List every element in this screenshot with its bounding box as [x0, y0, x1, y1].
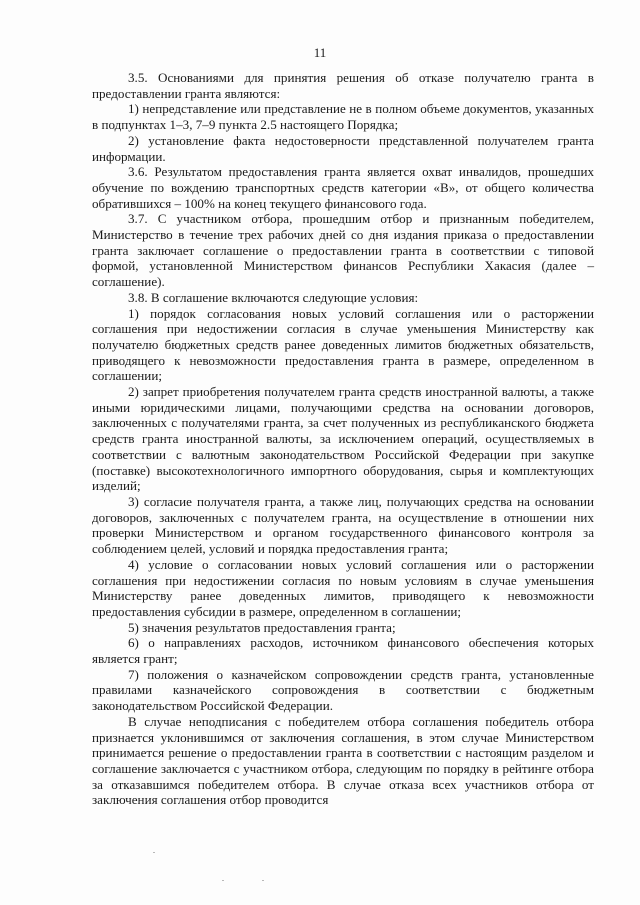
paragraph-3-5: 3.5. Основаниями для принятия решения об отказе получателю гранта в предоставлении гранта являются:: [92, 70, 594, 101]
list-item-3-8-3: 3) согласие получателя гранта, а также лиц, получающих средства на основании договоров, заключенных с получателем гранта, на осуществление в отношении них проверки Министерством и органом государственного финансового контроля за соблюдением целей, условий и порядка предоставления гранта;: [92, 493, 594, 557]
document-body: [92, 70, 594, 808]
paragraph-3-6: 3.6. Результатом предоставления гранта является охват инвалидов, прошедших обучение по вождению транспортных средств категории «В», от общего количества обратившихся – 100% на конец текущего финансового года.: [92, 164, 594, 211]
paragraph-3-8: 3.8. В соглашение включаются следующие условия:: [128, 289, 419, 305]
paragraph-3-7: 3.7. С участником отбора, прошедшим отбор и признанным победителем, Министерство в течение трех рабочих дней со дня издания приказа о предоставлении гранта заключает соглашение о предоставлении гранта в соответствии с типовой формой, установленной Министерством финансов Республики Хакасия (далее – соглашение).: [92, 211, 594, 290]
list-item-3-8-5: 5) значения результатов предоставления гранта;: [128, 619, 396, 635]
list-item-3-8-7: 7) положения о казначейском сопровождении средств гранта, установленные правилами казначейского сопровождения в соответствии с бюджетным законодательством Российской Федерации.: [92, 666, 594, 714]
list-item-3-8-2: 2) запрет приобретения получателем гранта средств иностранной валюты, а также иными юридическими лицами, получающими средства на основании договоров, заключенных с получателями гранта, за счет полученных из республиканского бюджета средств гранта иностранной валюты, за исключением операций, осуществляемых в соответствии с валютным законодательством Российской Федерации при закупке (поставке) высокотехнологичного импортного оборудования, сырья и комплектующих изделий;: [92, 384, 594, 494]
list-item-3-5-2: 2) установление факта недостоверности представленной получателем гранта информации.: [92, 132, 594, 164]
scan-speck: [222, 880, 224, 881]
page-number: 11: [313, 45, 327, 60]
list-item-3-8-4: 4) условие о согласовании новых условий соглашения или о расторжении соглашения при недостижении согласия по новым условиям в случае уменьшения Министерству ранее доведенных лимитов, приводящего к невозможности предоставления субсидии в размере, определенном в соглашении;: [92, 556, 594, 619]
list-item-3-8-6: 6) о направлениях расходов, источником финансового обеспечения которых является грант;: [92, 635, 594, 667]
list-item-3-8-1: 1) порядок согласования новых условий соглашения или о расторжении соглашения при недостижении согласия в случае уменьшения Министерству как получателю бюджетных средств ранее доведенных лимитов бюджетных обязательств, приводящего к невозможности предоставления гранта в размере, определенном в соглашении;: [92, 305, 594, 384]
scan-speck: [153, 852, 155, 853]
list-item-3-5-1: 1) непредставление или представление не в полном объеме документов, указанных в подпунктах 1–3, 7–9 пункта 2.5 настоящего Порядка;: [92, 101, 594, 133]
scan-speck: [262, 880, 264, 881]
paragraph-refusal: В случае неподписания с победителем отбора соглашения победитель отбора признается уклонившимся от заключения соглашения, в этом случае Министерством принимается решение о предоставлении гранта в соответствии с настоящим разделом и соглашение заключается с участником отбора, следующим по порядку в рейтинге отбора за отказавшимся победителем отбора. В случае отказа всех участников отбора от заключения соглашения отбор проводится: [92, 713, 594, 808]
